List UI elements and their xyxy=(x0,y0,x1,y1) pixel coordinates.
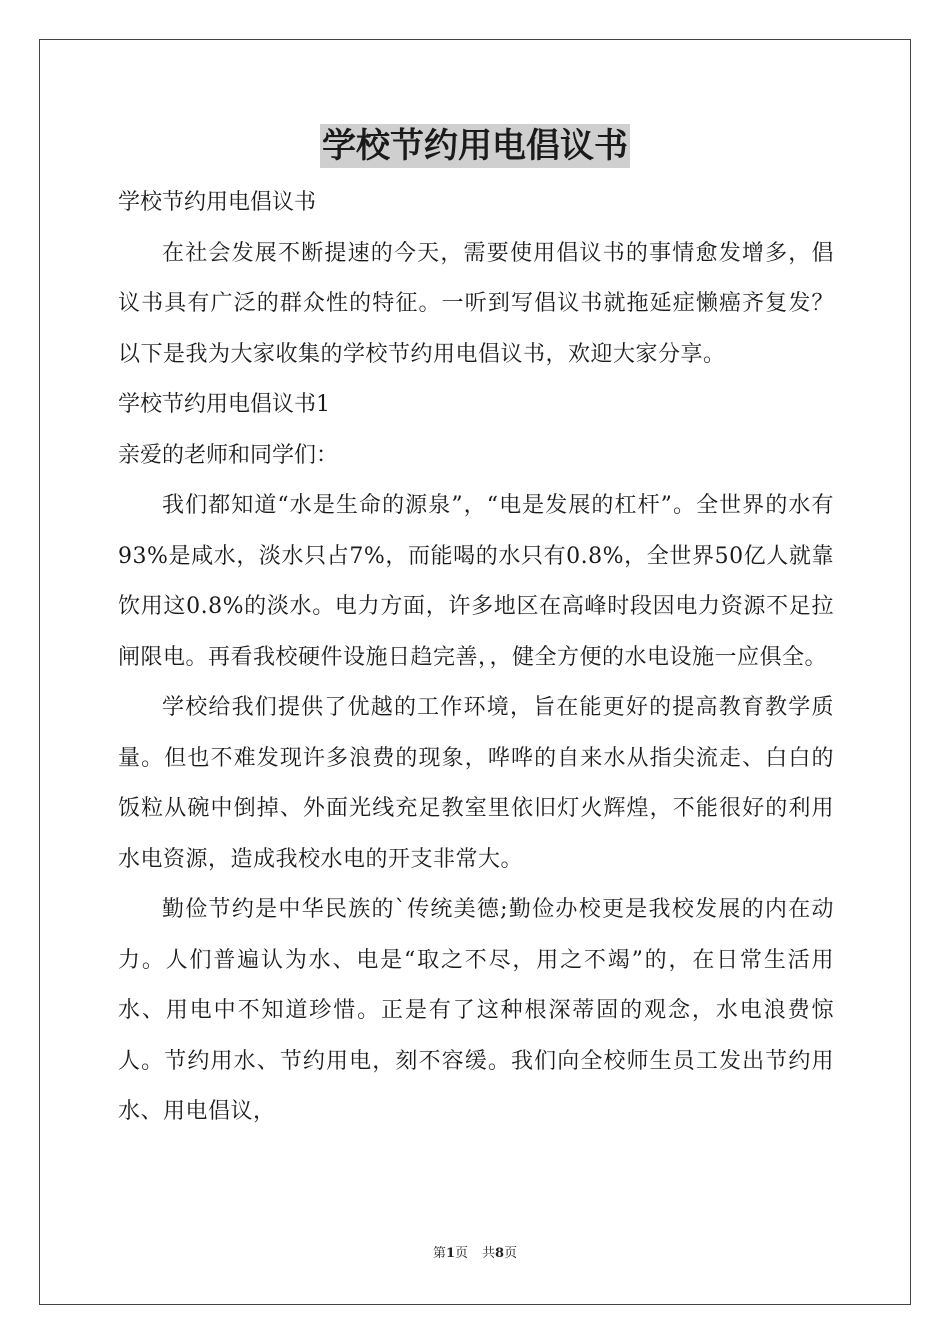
total-prefix: 共 xyxy=(482,1246,496,1261)
document-title: 学校节约用电倡议书 xyxy=(322,126,628,166)
subtitle: 学校节约用电倡议书 xyxy=(118,190,317,215)
section-heading: 学校节约用电倡议书1 xyxy=(118,392,330,417)
body-paragraph-3: 勤俭节约是中华民族的`传统美德;勤俭办校更是我校发展的内在动力。人们普遍认为水、电是“取之不尽，用之不竭”的，在日常生活用水、用电中不知道珍惜。正是有了这种根深蒂固的观念，水电浪费惊人。节约用水、节约用电，刻不容缓。我们向全校师生员工发出节约用水、用电倡议， xyxy=(118,897,834,1124)
body-paragraph-1: 我们都知道“水是生命的源泉”，“电是发展的杠杆”。全世界的水有93%是咸水，淡水只占7%，而能喝的水只有0.8%，全世界50亿人就靠饮用这0.8%的淡水。电力方面，许多地区在高峰时段因电力资源不足拉闸限电。再看我校硬件设施日趋完善，，健全方便的水电设施一应俱全。 xyxy=(118,493,834,670)
total-pages: 8 xyxy=(495,1246,505,1261)
salutation: 亲爱的老师和同学们： xyxy=(118,442,339,468)
page-footer xyxy=(0,1245,950,1263)
intro-paragraph: 在社会发展不断提速的今天，需要使用倡议书的事情愈发增多，倡议书具有广泛的群众性的特征。一听到写倡议书就拖延症懒癌齐复发？以下是我为大家收集的学校节约用电倡议书，欢迎大家分享。 xyxy=(118,240,834,367)
page-number: 1 xyxy=(445,1246,455,1261)
document-body xyxy=(118,178,834,1138)
page-prefix: 第 xyxy=(432,1246,446,1261)
body-paragraph-2: 学校给我们提供了优越的工作环境，旨在能更好的提高教育教学质量。但也不难发现许多浪费的现象，哗哗的自来水从指尖流走、白白的饭粒从碗中倒掉、外面光线充足教室里依旧灯火辉煌，不能很好的利用水电资源，造成我校水电的开支非常大。 xyxy=(118,695,834,872)
title-container xyxy=(0,124,950,168)
total-suffix: 页 xyxy=(504,1246,518,1261)
page-suffix: 页 xyxy=(454,1246,468,1261)
